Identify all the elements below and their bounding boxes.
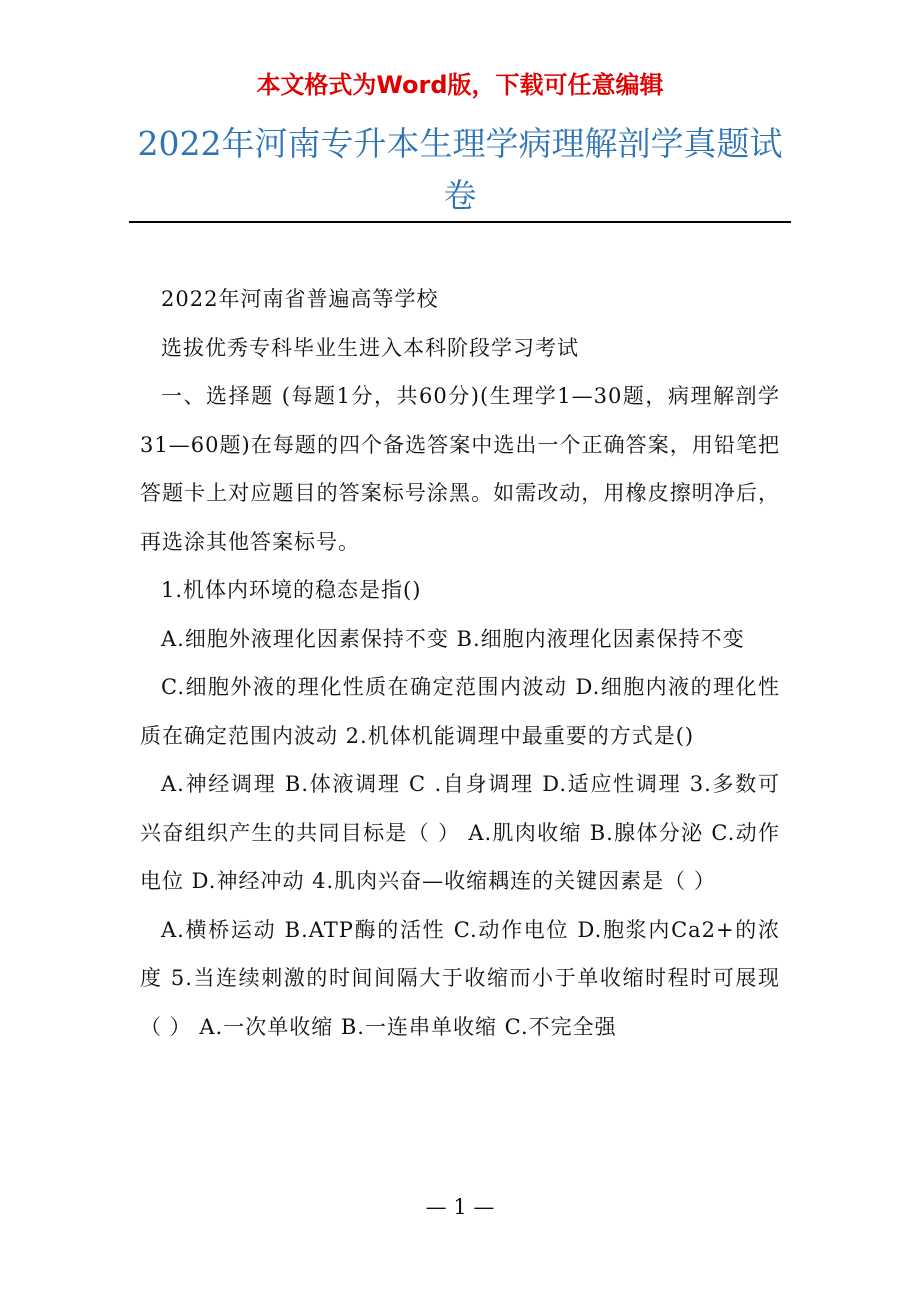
title-divider bbox=[129, 221, 791, 223]
questions-4-5: A.横桥运动 B.ATP酶的活性 C.动作电位 D.胞浆内Ca2+的浓度 5.当连续刺激的时间间隔大于收缩而小于单收缩时程时可展现（ ） A.一次单收缩 B.一连串单收缩 C.不完全强 bbox=[140, 917, 780, 1039]
question-1-options: A.细胞外液理化因素保持不变 B.细胞内液理化因素保持不变 bbox=[161, 626, 745, 651]
download-notice: 本文格式为Word版，下载可任意编辑 bbox=[256, 71, 664, 99]
question-1: 1.机体内环境的稳态是指() bbox=[161, 578, 422, 602]
document-title: 2022年河南专升本生理学病理解剖学真题试卷 bbox=[137, 124, 783, 215]
paragraph-instructions: 一、选择题 (每题1分，共60分)(生理学1—30题，病理解剖学31—60题)在每题的四个备选答案中选出一个正确答案，用铅笔把答题卡上对应题目的答案标号涂黑。如需改动，用橡皮擦明净后，再选涂其他答案标号。 bbox=[140, 384, 780, 554]
paragraph-school: 2022年河南省普遍高等学校 bbox=[161, 287, 439, 311]
question-1-options-cont: C.细胞外液的理化性质在确定范围内波动 D.细胞内液的理化性质在确定范围内波动 2.机体机能调理中最重要的方式是() bbox=[140, 675, 780, 748]
page-number: — 1 — bbox=[425, 1195, 495, 1219]
paragraph-exam-name: 选拔优秀专科毕业生进入本科阶段学习考试 bbox=[161, 335, 579, 360]
questions-2-4: A.神经调理 B.体液调理 C .自身调理 D.适应性调理 3.多数可兴奋组织产生的共同目标是（ ） A.肌肉收缩 B.腺体分泌 C.动作电位 D.神经冲动 4.肌肉兴奋—收缩耦连的关键因素是（ ） bbox=[140, 772, 780, 893]
document-body bbox=[140, 275, 780, 1051]
